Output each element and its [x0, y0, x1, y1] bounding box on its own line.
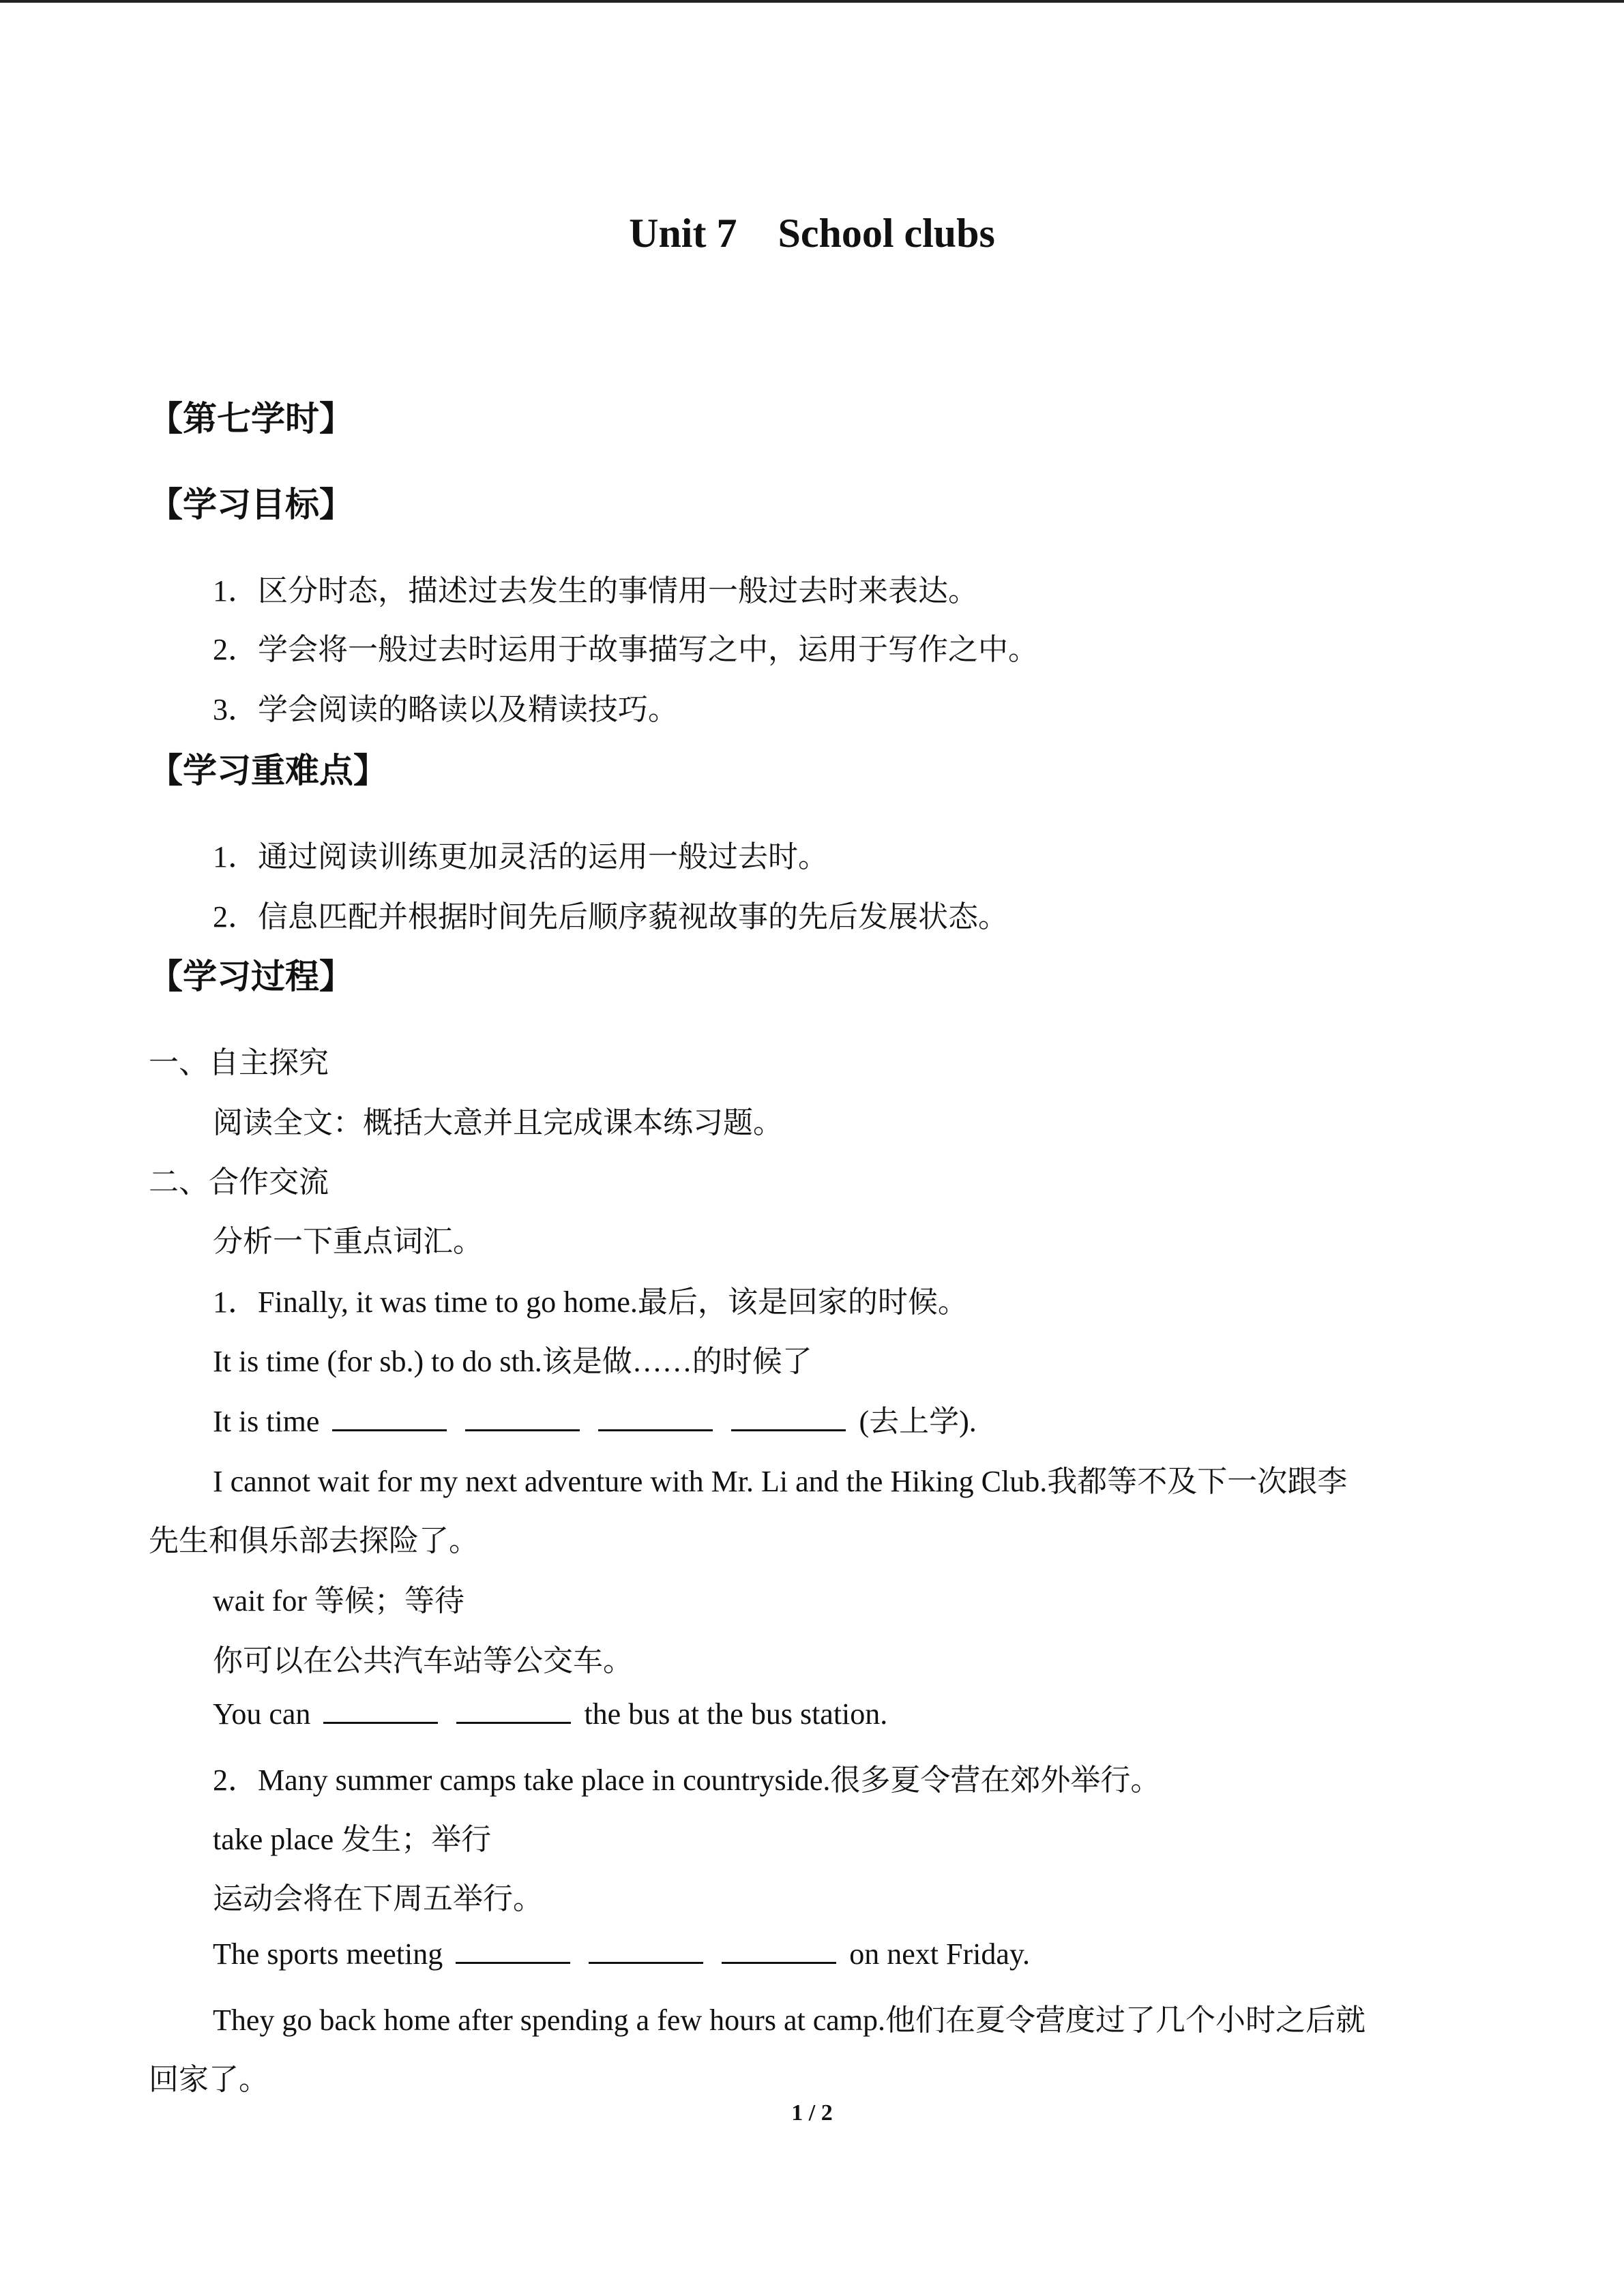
vocab-item-1b-line2: 先生和俱乐部去探险了。	[149, 1524, 479, 1557]
vocab-item-2b-line1: They go back home after spending a few hours at camp.他们在夏令营度过了几个小时之后就	[213, 2003, 1365, 2037]
section-heading-process: 【学习过程】	[149, 957, 353, 996]
exercise-2	[213, 1697, 887, 1731]
answer-blank[interactable]	[456, 1697, 571, 1724]
answer-blank[interactable]	[731, 1405, 846, 1431]
vocab-item-1: 1．Finally, it was time to go home.最后，该是回家的时候。	[213, 1285, 968, 1319]
vocab-item-1b-note: wait for 等候；等待	[213, 1584, 465, 1617]
objective-item-2: 2．学会将一般过去时运用于故事描写之中，运用于写作之中。	[213, 633, 1038, 666]
exercise-3	[213, 1937, 1030, 1971]
exercise-3-end: on next Friday.	[849, 1937, 1031, 1971]
answer-blank[interactable]	[323, 1697, 438, 1724]
answer-blank[interactable]	[456, 1937, 570, 1964]
key-point-item-2: 2．信息匹配并根据时间先后顺序藐视故事的先后发展状态。	[213, 900, 1008, 934]
section-heading-objectives: 【学习目标】	[149, 485, 353, 524]
key-point-item-1: 1．通过阅读训练更加灵活的运用一般过去时。	[213, 840, 828, 874]
exercise-2-end: the bus at the bus station.	[584, 1697, 888, 1731]
vocab-item-2: 2．Many summer camps take place in countryside.很多夏令营在郊外举行。	[213, 1763, 1161, 1797]
document-title: Unit 7 School clubs	[629, 211, 995, 256]
part1-title: 一、自主探究	[149, 1046, 329, 1079]
answer-blank[interactable]	[332, 1405, 447, 1431]
exercise-2-start: You can	[213, 1697, 311, 1731]
answer-blank[interactable]	[722, 1937, 836, 1964]
objective-item-3: 3．学会阅读的略读以及精读技巧。	[213, 693, 678, 726]
answer-blank[interactable]	[598, 1405, 713, 1431]
vocab-item-1b-line1: I cannot wait for my next adventure with Mr. Li and the Hiking Club.我都等不及下一次跟李	[213, 1465, 1348, 1498]
vocab-item-2b-line2: 回家了。	[149, 2063, 269, 2096]
page-top-border	[0, 0, 1624, 3]
section-heading-lesson: 【第七学时】	[149, 399, 353, 438]
part2-intro: 分析一下重点词汇。	[213, 1225, 483, 1258]
vocab-item-2-cn: 运动会将在下周五举行。	[213, 1882, 543, 1915]
exercise-1-start: It is time	[213, 1405, 320, 1438]
objective-item-1: 1．区分时态，描述过去发生的事情用一般过去时来表达。	[213, 574, 978, 608]
section-heading-key-points: 【学习重难点】	[149, 751, 387, 790]
exercise-3-start: The sports meeting	[213, 1937, 443, 1971]
part1-text: 阅读全文：概括大意并且完成课本练习题。	[213, 1106, 783, 1139]
answer-blank[interactable]	[465, 1405, 580, 1431]
vocab-item-1b-cn: 你可以在公共汽车站等公交车。	[213, 1644, 633, 1678]
part2-title: 二、合作交流	[149, 1165, 329, 1199]
exercise-1	[213, 1397, 977, 1440]
exercise-1-end: (去上学).	[859, 1405, 977, 1438]
page-number: 1 / 2	[791, 2100, 833, 2126]
vocab-item-2-note: take place 发生；举行	[213, 1823, 492, 1856]
vocab-item-1-note: It is time (for sb.) to do sth.该是做……的时候了	[213, 1345, 812, 1378]
answer-blank[interactable]	[589, 1937, 703, 1964]
